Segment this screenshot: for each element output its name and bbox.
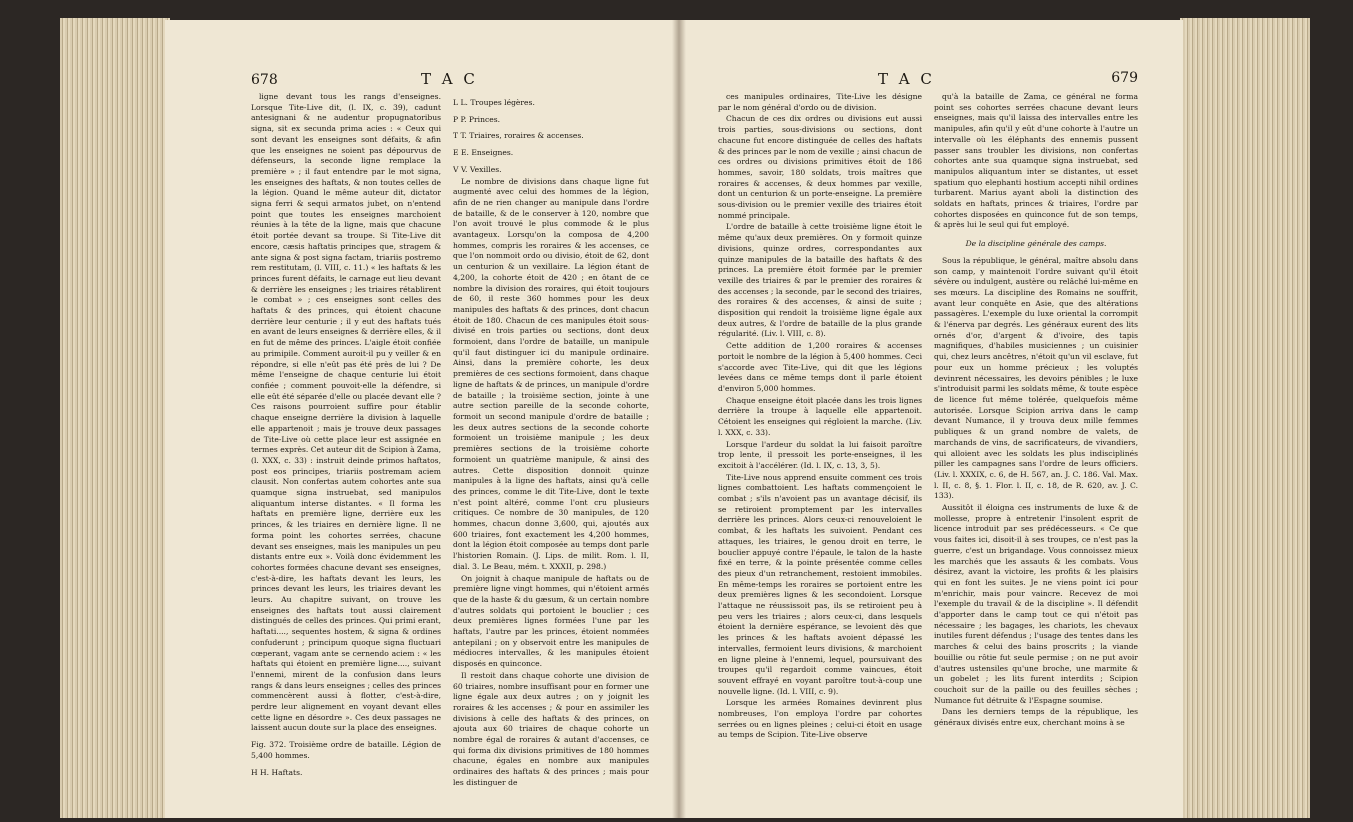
right-col-2	[934, 92, 1138, 822]
paragraph: L'ordre de bataille à cette troisième ligne étoit le même qu'aux deux premières. On y formoit quinze divisions, quinze ordres, correspondantes aux quinze manipules de la bataille des haftats & des princes. La première étoit formée par le premier vexille des triaires & par le premier des roraires & des accenses ; la seconde, par le second des triaires, des roraires & des accenses, & ainsi de suite ; disposition qui rendoit la troisième ligne égale aux deux autres, & l'ordre de bataille de la plus grande régularité. (Liv. l. VIII, c. 8).	[718, 222, 922, 339]
paragraph: Lorsque les armées Romaines devinrent plus nombreuses, l'on employa l'ordre par cohortes serrées ou en lignes pleines ; celui-ci étoit en usage au temps de Scipion. Tite-Live observe	[718, 698, 922, 740]
book-gutter	[672, 20, 686, 818]
left-running-head: T A C	[421, 70, 478, 88]
paragraph: Chaque enseigne étoit placée dans les trois lignes derrière la troupe à laquelle elle appartenoit. Cétoient les enseignes qui régloient la marche. (Liv. l. XXX, c. 33).	[718, 395, 922, 437]
figure-caption: Fig. 372. Troisième ordre de bataille. Légion de 5,400 hommes.	[251, 740, 441, 760]
left-header	[251, 70, 651, 88]
right-running-head: T A C	[878, 70, 935, 88]
right-col-1	[718, 92, 922, 822]
paragraph: ligne devant tous les rangs d'enseignes. Lorsque Tite-Live dit, (l. IX, c. 39), cadunt antesignani & ne audentur propugnatoribus signa, sit ex secunda prima acies : « Ceux qui sont devant les enseignes sont défaits, & afin que les enseignes ne soient pas dépourvus de défenseurs, la seconde ligne remplace la première » ; il faut entendre par le mot signa, les enseignes des haftats, & non toutes celles de la légion. Quand le même auteur dit, dictator signa ferri & sequi armatos jubet, on n'entend point que toutes les enseignes marchoient réunies à la tête de la ligne, mais que chacune étoit portée devant sa troupe. Si Tite-Live dit encore, cæsis haftatis principes que, stragem & ante signa & post signa factam, triariis postremo rem restitutam, (l. VIII, c. 11.) « les haftats & les princes furent défaits, le carnage eut lieu devant & derrière les enseignes ; les triaires rétablirent le combat » ; ces enseignes sont celles des haftats & des princes, qui étoient chacune derrière leur centurie ; il y eut des haftats tués en avant de leurs enseignes & derrière elles, & il en fut de même des princes. L'aigle étoit confiée au primipile. Comment auroit-il pu y veiller & en répondre, si elle n'eût pas été près de lui ? De même l'enseigne de chaque centurie lui étoit confiée ; comment pouvoit-elle la défendre, si elle eût été séparée d'elle ou placée devant elle ? Ces raisons pourroient suffire pour établir chaque enseigne derrière la division à laquelle elle appartenoit ; mais je trouve deux passages de Tite-Live où cette place leur est assignée en termes exprès. Cet auteur dit de Scipion à Zama, (l. XXX, c. 33) : instruit deinde primos haftatos, post eos principes, triariis postremam aciem clausit. Non confertas autem cohortes ante sua quamque signa instruebat, sed manipulos aliquantum interse distantes. « Il forma les haftats en première ligne, derrière eux les princes, & les triaires en dernière ligne. Il ne forma point les cohortes serrées, chacune devant ses enseignes, mais les manipules un peu distants entre eux ». Voilà donc évidemment les cohortes formées chacune devant ses enseignes, c'est-à-dire, les haftats devant les leurs, les princes devant les leurs, les triaires devant les leurs. Au chapitre suivant, on trouve les enseignes des haftats tout aussi clairement distingués de celles des princes. Qui primi erant, haftati...., sequentes hostem, & signa & ordines confuderunt ; principum quoque signa fluctuari cœperant, vagam ante se cernendo aciem : « les haftats qui étoient en première ligne...., suivant l'ennemi, mirent de la confusion dans leurs rangs & dans leurs enseignes ; celles des princes commencèrent aussi à flotter, c'est-à-dire, perdre leur alignement en voyant devant elles cette ligne en désordre ». Ces deux passages ne laissent aucun doute sur la place des enseignes.	[251, 92, 441, 733]
paragraph: qu'à la bataille de Zama, ce général ne forma point ses cohortes serrées chacune devant leurs enseignes, mais qu'il laissa des intervalles entre les manipules, afin qu'il y eût d'une cohorte à l'autre un intervalle où les éléphants des ennemis pussent passer sans troubler les divisions, non confertas cohortes ante sua quamque signa instruebat, sed manipulos aliquantum inter se distantes, ut esset spatium quo elephanti hostium accepti nihil ordines turbarent. Marius ayant aboli la distinction des soldats en haftats, princes & triaires, l'ordre par cohortes disposées en quinconce fut de son temps, & après lui le seul qui fut employé.	[934, 92, 1138, 230]
right-columns	[718, 92, 1138, 822]
page-stack-left	[60, 18, 170, 818]
left-columns	[251, 92, 649, 822]
left-page	[165, 20, 678, 818]
paragraph: Dans les derniers temps de la république, les généraux divisés entre eux, cherchant moins à se	[934, 707, 1138, 728]
section-heading: De la discipline générale des camps.	[965, 239, 1107, 249]
paragraph: On joignit à chaque manipule de haftats ou de première ligne vingt hommes, qui n'étoient armés que de la haste & du gæsum, & un certain nombre d'autres soldats qui portoient le bouclier ; ces deux premières lignes formées l'une par les haftats, l'autre par les princes, étoient nommées antepilani ; on y observoit entre les manipules de médiocres intervalles, & les manipules étoient disposés en quinconce.	[453, 573, 649, 669]
legend-item: T T. Triaires, roraires & accenses.	[453, 131, 584, 141]
legend-item: E E. Enseignes.	[453, 148, 514, 158]
left-page-number: 678	[251, 72, 278, 88]
paragraph: Sous la république, le général, maître absolu dans son camp, y maintenoit l'ordre suivant qu'il étoit sévère ou indulgent, austère ou relâché lui-même en ses mœurs. La discipline des Romains ne souffrit, avant leur conquête en Asie, que des altérations passagères. L'exemple du luxe oriental la corrompit & l'énerva par degrés. Les généraux eurent des lits ornés d'or, d'argent & d'ivoire, des tapis magnifiques, d'habiles musiciennes ; un cuisinier qui, chez leurs ancêtres, n'étoit qu'un vil esclave, fut pour eux un homme précieux ; les voluptés devinrent nécessaires, les devoirs pénibles ; le luxe s'introduisit parmi les soldats même, & toute espèce de licence fut même tolérée, quelquefois même autorisée. Lorsque Scipion arriva dans le camp devant Numance, il y trouva deux mille femmes publiques & un grand nombre de valets, de marchands de vins, de sacrificateurs, de vivandiers, qui alloient avec les soldats les plus indisciplinés piller les campagnes sans l'ordre de leurs officiers. (Liv. l. XXXIX, c. 6, de H. 567, an. J. C. 186. Val. Max. l. II, c. 8, §. 1. Flor. l. II, c. 18, de R. 620, av. J. C. 133).	[934, 255, 1138, 501]
legend-item: H H. Haftats.	[251, 767, 303, 777]
paragraph: Il restoit dans chaque cohorte une division de 60 triaires, nombre insuffisant pour en former une ligne égale aux deux autres ; on y joignit les roraires & les accenses ; & pour en assimiler les divisions à celle des haftats & des princes, on ajouta aux 60 triaires de chaque cohorte un nombre égal de roraires & autant d'accenses, ce qui forma dix divisions primitives de 180 hommes chacune, égales en nombre aux manipules ordinaires des haftats & des princes ; mais pour les distinguer de	[453, 670, 649, 787]
paragraph: Aussitôt il éloigna ces instruments de luxe & de mollesse, propre à entretenir l'insolent esprit de licence introduit par ses prédécesseurs. « Ce que vous faites ici, disoit-il à ses troupes, ce n'est pas la guerre, c'est un brigandage. Vous connoissez mieux les marchés que les assauts & les combats. Vous désirez, avant la victoire, les profits & les plaisirs qui en font les suites. Je ne viens point ici pour m'enrichir, mais pour vaincre. Recevez de moi l'exemple du travail & de la discipline ». Il défendit d'apporter dans le camp tout ce qui n'étoit pas nécessaire ; les bagages, les chariots, les chevaux inutiles furent défendus ; l'usage des tentes dans les marches & celui des bains proscrits ; la viande bouillie ou rôtie fut seule permise ; on ne put avoir d'autres ustensiles qu'une broche, une marmite & un gobelet ; les lits furent interdits ; Scipion couchoit sur de la paille ou des feuilles sèches ; Numance fut détruite & l'Espagne soumise.	[934, 503, 1138, 705]
paragraph: Lorsque l'ardeur du soldat la lui faisoit paroître trop lente, il pressoit les porte-enseignes, il les excitoit à l'accélérer. (Id. l. IX, c. 13, 3, 5).	[718, 439, 922, 470]
right-page	[678, 20, 1183, 818]
paragraph: ces manipules ordinaires, Tite-Live les désigne par le nom général d'ordo ou de division.	[718, 92, 922, 112]
legend-item: V V. Vexilles.	[453, 164, 502, 174]
legend-item: P P. Princes.	[453, 114, 501, 124]
paragraph: Tite-Live nous apprend ensuite comment ces trois lignes combattoient. Les haftats commençoient le combat ; s'ils n'avoient pas un avantage décisif, ils se retiroient promptement par les intervalles derrière les princes. Alors ceux-ci renouveloient le combat, & les haftats les suivoient. Pendant ces attaques, les triaires, le genou droit en terre, le bouclier appuyé contre l'épaule, le talon de la haste fixé en terre, & la pointe présentée comme celles des pieux d'un retranchement, restoient immobiles. En même-temps les roraires se portoient entre les deux premières lignes & les secondoient. Lorsque l'attaque ne réussissoit pas, ils se retiroient peu à peu vers les triaires ; alors ceux-ci, dans lesquels étoient la dernière espérance, se levoient dès que les princes & les haftats avoient dépassé les intervalles, fermoient leurs divisions, & marchoient en ligne pleine à l'ennemi, lequel, poursuivant des troupes qu'il regardoit comme vaincues, étoit souvent effrayé en voyant paroître tout-à-coup une nouvelle ligne. (Id. l. VIII, c. 9).	[718, 472, 922, 696]
legend-item: L L. Troupes légères.	[453, 98, 535, 107]
paragraph: Chacun de ces dix ordres ou divisions eut aussi trois parties, sous-divisions ou sections, dont chacune fut encore distinguée de celles des haftats & des princes par le nom de vexille ; ainsi chacun de ces ordres ou divisions primitives étoit de 186 hommes, savoir, 180 soldats, trois maîtres que roraires & accenses, & deux hommes par vexille, dont un centurion & un porte-enseigne. La première sous-division ou le premier vexille des triaires étoit nommé principale.	[718, 114, 922, 220]
page-stack-right	[1180, 18, 1310, 818]
left-col-2	[453, 92, 649, 822]
right-page-number: 679	[1111, 70, 1138, 86]
paragraph: Le nombre de divisions dans chaque ligne fut augmenté avec celui des hommes de la légion, afin de ne rien changer au manipule dans l'ordre de bataille, & de le conserver à 120, nombre que l'on avoit trouvé le plus commode & le plus avantageux. Lorsqu'on la composa de 4,200 hommes, compris les roraires & les accenses, ce que l'on nommoit ordo ou divisio, étoit de 62, dont un centurion & un vexillaire. La légion étant de 4,200, la cohorte étoit de 420 ; en ôtant de ce nombre la division des roraires, qui étoit toujours de 60, il reste 360 hommes pour les deux manipules des haftats & des princes, dont chacun étoit de 180. Chacun de ces manipules étoit sous-divisé en trois parties ou sections, dont deux formoient, dans l'ordre de bataille, un manipule qu'il faut distinguer ici du manipule ordinaire. Ainsi, dans la première cohorte, les deux premières de ces sections formoient, dans chaque ligne de haftats & de princes, un manipule d'ordre de bataille ; la troisième section, jointe à une autre section pareille de la seconde cohorte, formoit un second manipule d'ordre de bataille ; les deux autres sections de la seconde cohorte formoient un troisième manipule ; les deux premières sections de la troisième cohorte formoient un quatrième manipule, & ainsi des autres. Cette disposition donnoit quinze manipules à la ligne des haftats, ainsi qu'à celle des princes, comme le dit Tite-Live, dont le texte n'est point altéré, comme l'ont cru plusieurs critiques. Ce nombre de 30 manipules, de 120 hommes, chacun donne 3,600, qui, ajoutés aux 600 triaires, font exactement les 4,200 hommes, dont la légion étoit composée au temps dont parle l'historien Romain. (J. Lips. de milit. Rom. l. II, dial. 3. Le Beau, mém. t. XXXII, p. 298.)	[453, 176, 649, 571]
paragraph: Cette addition de 1,200 roraires & accenses portoit le nombre de la légion à 5,400 hommes. Ceci s'accorde avec Tite-Live, qui dit que les légions levées dans ce même temps dont il parle étoient d'environ 5,000 hommes.	[718, 341, 922, 393]
left-col-1	[251, 92, 441, 822]
